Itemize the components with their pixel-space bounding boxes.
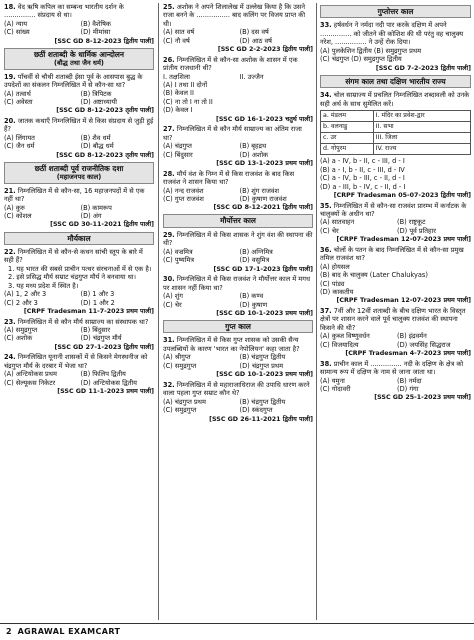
- question-37: [320, 307, 471, 358]
- option: (D) चंद्रगुप्त प्रथम: [239, 361, 284, 370]
- option: (B) 1 और 3: [80, 290, 115, 299]
- options: [320, 377, 471, 394]
- question-text: 25. अशोक ने अपने शिलालेख में उल्लेख किया है कि उसने राजा बनने के ................ बाद कलिंग पर विजय प्राप्त की थी।: [163, 3, 306, 28]
- option: (C) 2 और 3: [4, 298, 38, 307]
- exam-source: [CRPF Tradesman 05-07-2023 द्वितीय पाली]: [333, 191, 471, 199]
- options: [4, 290, 154, 307]
- question-text: 26. निम्नलिखित में से कौन-सा अशोक के शासन में एक प्रांतीय राजधानी थी?: [163, 55, 298, 73]
- option: (B) फिलिप द्वितीय: [80, 370, 126, 379]
- exam-source: [CRPF Tradesman 4-7-2023 प्रथम पाली]: [345, 350, 471, 358]
- option: (C) गुप्त राजवंश: [163, 194, 204, 203]
- option: (B) अग्निमित्र: [239, 247, 273, 256]
- exam-source: [SSC GD 8-12-2021 द्वितीय पाली]: [213, 204, 313, 212]
- option: (D) a - III, b - IV, c - II, d - I: [320, 182, 406, 191]
- option: (D) काकतीय: [320, 288, 354, 297]
- options: [4, 204, 154, 221]
- question-24: [4, 353, 154, 396]
- question-29: [163, 231, 313, 274]
- statement-list: [163, 73, 313, 81]
- question-38: [320, 360, 471, 403]
- option: (B) a - I, b - II, c - III, d - IV: [320, 165, 405, 174]
- options: [4, 20, 154, 37]
- option: (A) सातवाहन: [320, 218, 355, 227]
- option: (A) न्याय: [4, 19, 28, 28]
- exam-source: [CRPF Tradesman 12-07-2023 प्रथम पाली]: [336, 297, 471, 305]
- exam-source: [SSC GD 10-1-2023 प्रथम पाली]: [216, 309, 313, 317]
- option: (C) बिंदुसार: [163, 150, 193, 159]
- option: (B) त्रिपिटक: [80, 89, 112, 98]
- page-footer: [0, 623, 474, 640]
- question-text: 22. निम्नलिखित में से कौन-से कथन सांची स्तूप के बारे में सही हैं?: [4, 247, 143, 265]
- exam-source: [SSC GD 8-12-2023 द्वितीय पाली]: [54, 37, 154, 45]
- section-heading: छठीं शताब्दी के धार्मिक आन्दोलन (बौद्ध तथा जैन धर्म): [4, 48, 154, 70]
- question-text: 29. निम्नलिखित में से किस शासक ने शुंग वंश की स्थापना की थी?: [163, 230, 313, 248]
- exam-source: [SSC GD 8-12-2023 तृतीय पाली]: [56, 151, 154, 159]
- option: (C) गोदावरी: [320, 385, 351, 394]
- question-text: 20. जातक कथाएँ निम्नलिखित में से किस संप्रदाय से जुड़ी हुई हैं?: [4, 117, 154, 134]
- question-text: 36. चोलों के पतन के बाद निम्नलिखित में से कौन-सा प्रमुख तमिल राजवंश था?: [320, 245, 464, 263]
- option: (B) शुंग राजवंश: [239, 186, 280, 195]
- option: (A) अन्टियोकस प्रथम: [4, 370, 57, 379]
- exam-source: [CRPF Tradesman 12-07-2023 प्रथम पाली]: [336, 236, 471, 244]
- section-heading: गुप्तोत्तर काल: [320, 5, 471, 18]
- option: (D) आठ वर्ष: [239, 36, 272, 45]
- table-row: d. गोपुरम IV. राज्य: [321, 144, 471, 155]
- option: (C) चंद्रगुप्त (D) समुद्रगुप्त द्वितीय: [320, 55, 402, 64]
- options: [163, 398, 313, 415]
- exam-source: [CRPF Tradesman 11-7-2023 प्रथम पाली]: [23, 308, 154, 316]
- option: (D) अन्टियोकस द्वितीय: [80, 378, 137, 387]
- option: (B) चंद्रगुप्त द्वितीय: [239, 397, 286, 406]
- question-text: 18. वेद ऋषि कपिल का सम्बन्ध भारतीय दर्शन के ............... संप्रदाय से था।: [4, 3, 124, 20]
- option: (B) बिंदुसार: [80, 326, 111, 335]
- question-text: 38. प्राचीन काल में ............... नदी के दक्षिण के क्षेत्र को सामान्य रूप में दक्षिण के नाम से जाना जाता था।: [320, 359, 464, 377]
- question-text: 27. निम्नलिखित में से कौन मौर्य साम्राज्य का अंतिम राजा था?: [163, 125, 302, 142]
- option: (B) वैशेषिक: [80, 19, 111, 28]
- section-heading: मौर्योत्तर काल: [163, 214, 313, 227]
- option: (C) चेर: [163, 300, 182, 309]
- options: [163, 248, 313, 265]
- option: (D) कुषाण राजवंश: [239, 194, 287, 203]
- options: [320, 218, 471, 235]
- option: (C) अवेस्ता: [4, 98, 33, 107]
- option: (B) केवल II: [163, 89, 194, 98]
- option: (B) कामरूप: [80, 203, 112, 212]
- table-row: b. वलनाडु II. सभा: [321, 122, 471, 133]
- column-3: [320, 3, 471, 404]
- option: (C) सेल्यूकस निकेटर: [4, 378, 56, 387]
- question-text: 31. निम्नलिखित में से किस गुप्त शासक को उसकी सैन्य उपलब्धियों के कारण 'भारत का नेपोलियन' कहा जाता है?: [163, 336, 300, 353]
- option: (B) कण्व: [239, 292, 264, 301]
- question-text: 37. 7वीं और 12वीं शताब्दी के बीच दक्षिण भारत के विस्तृत क्षेत्रों पर शासन करने वाले पूर्व चालुक्य राजवंश की स्थापना किसने की थी?: [320, 307, 466, 332]
- options: [4, 134, 154, 151]
- question-34: [320, 91, 471, 200]
- statement: 1. यह भारत की सबसे प्राचीन पत्थर संरचनाओं में से एक है।: [8, 264, 152, 273]
- question-35: [320, 202, 471, 245]
- option: (D) स्कंदगुप्त: [239, 406, 273, 415]
- statement-list: [4, 265, 154, 290]
- option: (A) कुरु: [4, 203, 25, 212]
- option: (D) 1 और 2: [80, 298, 115, 307]
- option: (A) पुलकेशिन द्वितीय (B) समुद्रगुप्त प्रथम: [320, 46, 422, 55]
- match-table: [320, 110, 471, 155]
- question-text: 28. मौर्य वंश के निम्न में से किस राजवंश के बाद किस राजवंश ने शासन किया था?: [163, 169, 295, 187]
- section-heading: संगम काल तथा दक्षिण भारतीय राज्य: [320, 75, 471, 88]
- exam-source: [SSC GD 8-12-2023 तृतीय पाली]: [56, 107, 154, 115]
- question-20: [4, 117, 154, 160]
- options: [163, 292, 313, 309]
- exam-source: [SSC GD 25-1-2023 प्रथम पाली]: [374, 394, 471, 402]
- option: (A) श्रीगुप्त: [163, 353, 191, 362]
- options: [4, 326, 154, 343]
- question-33: [320, 21, 471, 72]
- option: (A) I तथा II दोनों: [163, 81, 208, 90]
- exam-source: [SSC GD 30-11-2021 द्वितीय पाली]: [50, 221, 154, 229]
- option: (C) ना तो I ना तो II: [163, 97, 213, 106]
- option: (A) तत्वार्थ: [4, 89, 31, 98]
- option: (D) पूर्व प्रतिहार: [397, 226, 436, 235]
- exam-source: [SSC GD 16-1-2023 चतुर्थ पाली]: [216, 115, 313, 123]
- option: (D) जयसिंह सिद्धराज: [397, 340, 451, 349]
- option: (C) पुष्यमित्र: [163, 256, 195, 265]
- column-2: [163, 3, 313, 425]
- exam-source: [SSC GD 13-1-2023 प्रथम पाली]: [216, 160, 313, 168]
- options: [4, 90, 154, 107]
- publisher-brand: AGRAWAL EXAMCART: [17, 626, 121, 636]
- exam-source: [SSC GD 26-11-2021 द्वितीय पाली]: [209, 415, 313, 423]
- option: (D) मीमांसा: [80, 28, 111, 37]
- option: (A) सात वर्ष: [163, 28, 195, 37]
- column-divider: [158, 3, 159, 620]
- question-21: [4, 187, 154, 230]
- option: (D) कुषाण: [239, 300, 268, 309]
- option: (D) बौद्ध धर्म: [80, 142, 114, 151]
- question-19: [4, 73, 154, 116]
- option: (A) वज्रमित्र: [163, 247, 193, 256]
- option: (D) चंद्रगुप्त मौर्य: [80, 334, 122, 343]
- options: [163, 28, 313, 45]
- question-text: 34. चोल साम्राज्य में प्रचलित निम्नलिखित शब्दावली को उनके सही अर्थ के साथ सुमेलित करें।: [320, 91, 470, 108]
- option: (A) कुब्ज विष्णुवर्धन: [320, 332, 370, 341]
- question-25: [163, 3, 313, 54]
- question-31: [163, 336, 313, 379]
- option: (C) समुद्रगुप्त: [163, 406, 197, 415]
- option: (C) कोशल: [4, 212, 32, 221]
- options: [163, 81, 313, 115]
- question-36: [320, 246, 471, 306]
- options: [163, 142, 313, 159]
- option: (A) a - IV, b - II, c - III, d - I: [320, 157, 405, 166]
- option: (A) 1, 2 और 3: [4, 290, 47, 299]
- question-text: 33. हर्षवर्धन ने नर्मदा नदी पार करके दक्षिण में अपने ............... को जीतने की कोशिश की थी परंतु वह चालुक्य नरेश, ............... ने उन्हें रोक दिया।: [320, 21, 464, 47]
- option: (B) चंद्रगुप्त द्वितीय: [239, 353, 286, 362]
- options: [320, 263, 471, 297]
- question-text: 30. निम्नलिखित में से किस राजवंश ने मौर्योत्तर काल में मगध पर शासन नहीं किया था?: [163, 275, 311, 292]
- question-text: 19. पाँचवीं से चौथी शताब्दी ईसा पूर्व के आसपास बुद्ध के उपदेशों का संकलन निम्नलिखित में से कौन-सा था?: [4, 72, 143, 90]
- question-22: [4, 248, 154, 316]
- options: [320, 47, 471, 64]
- question-text: 32. निम्नलिखित में से महाराजाधिराज की उपाधि धारण करने वाला पहला गुप्त सम्राट कौन थे?: [163, 380, 310, 398]
- option: (D) गंगा: [397, 385, 419, 394]
- question-27: [163, 125, 313, 168]
- option: (A) लिंगायत: [4, 133, 35, 142]
- option: (A) समुद्रगुप्त: [4, 326, 38, 335]
- option: (B) इंद्रवर्मन: [397, 332, 427, 341]
- option: (D) केवल I: [163, 106, 193, 115]
- option: (C) विजयादित्य: [320, 340, 359, 349]
- option: (C) चेर: [320, 226, 339, 235]
- option: (C) जैन धर्म: [4, 142, 35, 151]
- option: (A) यमुना: [320, 376, 345, 385]
- options: [163, 353, 313, 370]
- column-divider: [316, 3, 317, 620]
- question-30: [163, 275, 313, 318]
- statement: 3. यह मध्य प्रदेश में स्थित है।: [8, 281, 79, 290]
- section-heading: गुप्त काल: [163, 320, 313, 333]
- exam-source: [SSC GD 27-1-2023 द्वितीय पाली]: [54, 343, 154, 351]
- exam-source: [SSC GD 10-1-2023 प्रथम पाली]: [216, 371, 313, 379]
- column-1: [4, 3, 154, 398]
- option: (B) दस वर्ष: [239, 28, 269, 37]
- option: (C) समुद्रगुप्त: [163, 361, 197, 370]
- question-text: 21. निम्नलिखित में से कौन-सा, 16 महाजनपदों में से एक नहीं था?: [4, 186, 145, 204]
- exam-source: [SSC GD 17-1-2023 द्वितीय पाली]: [213, 265, 313, 273]
- options: [320, 157, 471, 191]
- section-heading: मौर्यकाल: [4, 232, 154, 245]
- option: (C) अशोक: [4, 334, 33, 343]
- page-number: 2: [6, 626, 12, 636]
- table-row: a. मंडलम I. मंदिर का प्रवेश-द्वार: [321, 111, 471, 122]
- question-text: 23. निम्नलिखित में से कौन मौर्य साम्राज्य का संस्थापक था?: [4, 317, 149, 326]
- option: (D) अंग: [80, 212, 102, 221]
- section-heading: छठीं शताब्दी पूर्व राजनीतिक दशा (महाजनपद काल): [4, 162, 154, 184]
- question-text: 24. निम्नलिखित यूनानी शासकों में से किसने मेगस्थनीज को चंद्रगुप्त मौर्य के दरबार में भेजा था?: [4, 353, 148, 370]
- option: (A) नन्द राजवंश: [163, 186, 204, 195]
- exam-source: [SSC GD 7-2-2023 द्वितीय पाली]: [375, 64, 471, 72]
- question-text: 35. निम्नलिखित में से कौन-सा राजवंश प्रारम्भ में कर्नाटक के चालुक्यों के अधीन था?: [320, 201, 467, 218]
- question-18: [4, 3, 154, 46]
- question-23: [4, 318, 154, 352]
- options: [320, 332, 471, 349]
- question-32: [163, 381, 313, 424]
- table-row: c. उर III. जिला: [321, 133, 471, 144]
- option: (B) नर्मदा: [397, 376, 422, 385]
- question-28: [163, 170, 313, 213]
- option: (B) राष्ट्रकूट: [397, 218, 426, 227]
- option: (B) बाद के चालुक्य (Later Chalukyas): [320, 271, 428, 280]
- exam-source: [SSC GD 11-1-2023 प्रथम पाली]: [57, 388, 154, 396]
- options: [163, 187, 313, 204]
- statement: 2. इसे प्रसिद्ध मौर्य सम्राट चंद्रगुप्त मौर्य ने बनवाया था।: [8, 273, 137, 282]
- statement: I. तक्षशिला: [163, 72, 190, 81]
- option: (C) नौ वर्ष: [163, 36, 190, 45]
- option: (B) बृहद्रथ: [239, 142, 267, 151]
- exam-source: [SSC GD 2-2-2023 द्वितीय पाली]: [217, 46, 313, 54]
- statement: II. उज्जैन: [239, 72, 264, 81]
- option: (C) सांख्य: [4, 28, 30, 37]
- option: (C) पांड्य: [320, 279, 345, 288]
- option: (D) वसुमित्र: [239, 256, 270, 265]
- option: (D) अष्टाध्यायी: [80, 98, 117, 107]
- question-26: [163, 56, 313, 124]
- option: (C) a - IV, b - III, c - II, d - I: [320, 174, 405, 183]
- option: (A) चंद्रगुप्त प्रथम: [163, 397, 206, 406]
- option: (D) अशोक: [239, 150, 269, 159]
- option: (A) चंद्रगुप्त: [163, 142, 192, 151]
- option: (A) होयसल: [320, 262, 350, 271]
- options: [4, 370, 154, 387]
- option: (B) शैव धर्म: [80, 133, 111, 142]
- option: (A) शुंग: [163, 292, 183, 301]
